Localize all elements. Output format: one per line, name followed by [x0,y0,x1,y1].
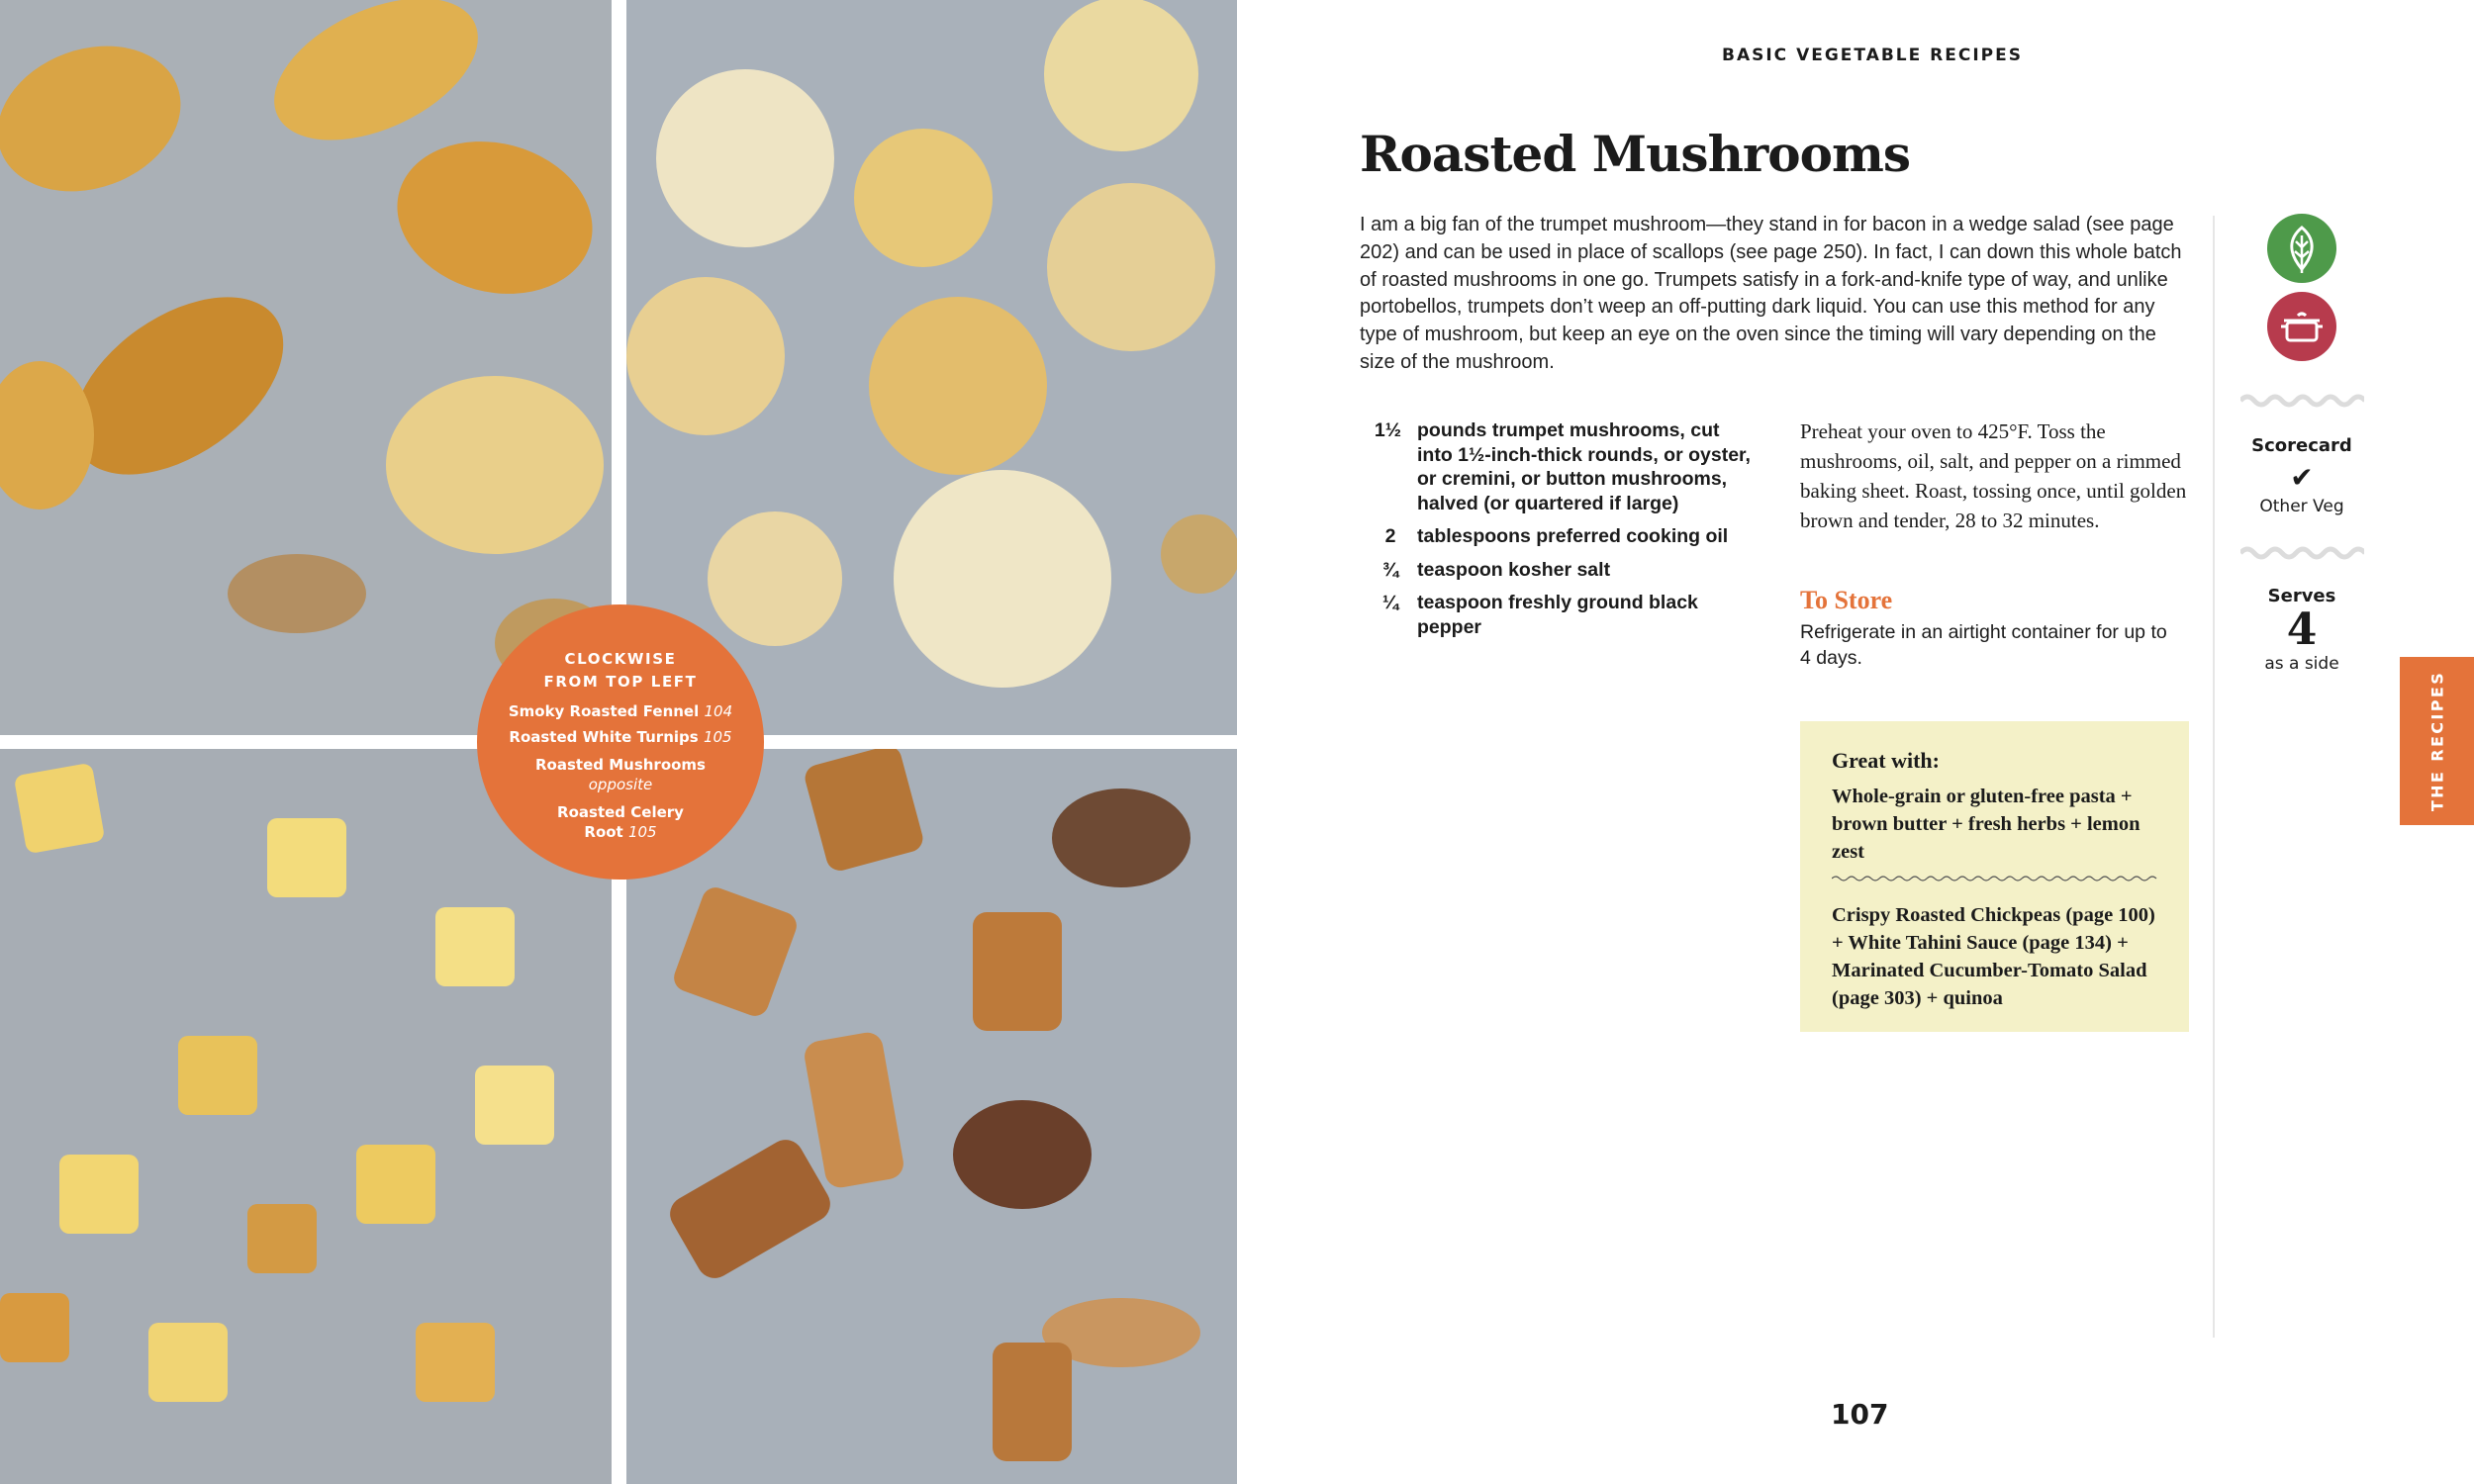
ingredient-text: teaspoon freshly ground black pepper [1417,592,1698,638]
serves-note: as a side [2264,654,2339,674]
wavy-separator [2240,393,2364,409]
caption-item: Roasted Mushrooms opposite [535,756,706,793]
great-with-item: Crispy Roasted Chickpeas (page 100) + White Tahini Sauce (page 134) + Marinated Cucumber-Tomato Salad (page 303) + quinoa [1832,904,2155,1009]
ingredient-list [1360,418,1756,648]
wavy-separator [2240,545,2364,561]
photo-roasted-white-turnips [626,0,1237,735]
ingredient-item [1360,418,1756,515]
ingredient-text: pounds trumpet mushrooms, cut into 1½-inch-thick rounds, or oyster, or cremini, or button mushrooms, halved (or quartered if large) [1417,419,1751,514]
caption-item: Roasted White Turnips 105 [509,728,732,746]
section-tab-label: THE RECIPES [2427,670,2446,812]
photo-roasted-mushrooms [626,749,1237,1484]
great-with-item: Whole-grain or gluten-free pasta + brown butter + fresh herbs + lemon zest [1832,786,2141,863]
ingredient-qty: 2 [1384,525,1396,547]
to-store-heading: To Store [1800,586,1893,614]
ingredient-item [1360,558,1756,583]
scorecard-value: Other Veg [2259,497,2344,516]
caption-item: Roasted Celery Root 105 [557,803,684,841]
serves-number: 4 [2286,604,2318,655]
ingredient-text: teaspoon kosher salt [1417,558,1611,581]
scorecard-label: Scorecard [2251,435,2352,456]
caption-heading: CLOCKWISE FROM TOP LEFT [543,650,698,691]
photo-roasted-celery-root [0,749,612,1484]
photo-caption-badge [477,604,764,880]
recipe-intro: I am a big fan of the trumpet mushroom—they stand in for bacon in a wedge salad (see page 202) and can be used in place of scallops (see page 250). In fact, I can down this whole batch of roasted mushrooms in one go. Trumpets satisfy in a fork-and-knife type of way, and unlike portobellos, trumpets don’t weep an off-putting dark liquid. You can use this method for any type of mushroom, but keep an eye on the oven since the timing will vary depending on the size of the mushroom. [1360,214,2182,373]
ingredient-qty: ¾ [1381,558,1399,581]
great-with-box [1800,721,2189,1032]
pot-icon [2267,292,2336,361]
method-text: Preheat your oven to 425°F. Toss the mushrooms, oil, salt, and pepper on a rimmed baking sheet. Roast, tossing once, until golden brown and tender, 28 to 32 minutes. [1800,419,2187,532]
ingredient-item [1360,524,1756,549]
ingredient-item [1360,591,1756,639]
ingredient-qty: ¼ [1381,592,1399,613]
great-with-title: Great with: [1832,748,1940,773]
page-number: 107 [1831,1398,1889,1431]
ingredient-text: tablespoons preferred cooking oil [1417,525,1729,547]
ingredient-qty: 1½ [1374,419,1401,441]
section-header: BASIC VEGETABLE RECIPES [1722,46,2023,65]
sidebar-divider [2213,216,2215,1338]
section-tab[interactable] [2400,657,2474,825]
leaf-icon [2267,214,2336,283]
recipe-title: Roasted Mushrooms [1360,125,1911,183]
wavy-divider [1832,874,2159,883]
caption-item: Smoky Roasted Fennel 104 [508,702,733,720]
photo-smoky-roasted-fennel [0,0,612,735]
check-icon: ✔ [2290,461,2314,494]
serves-label: Serves [2267,586,2336,606]
to-store-text: Refrigerate in an airtight container for up to 4 days. [1800,621,2167,669]
